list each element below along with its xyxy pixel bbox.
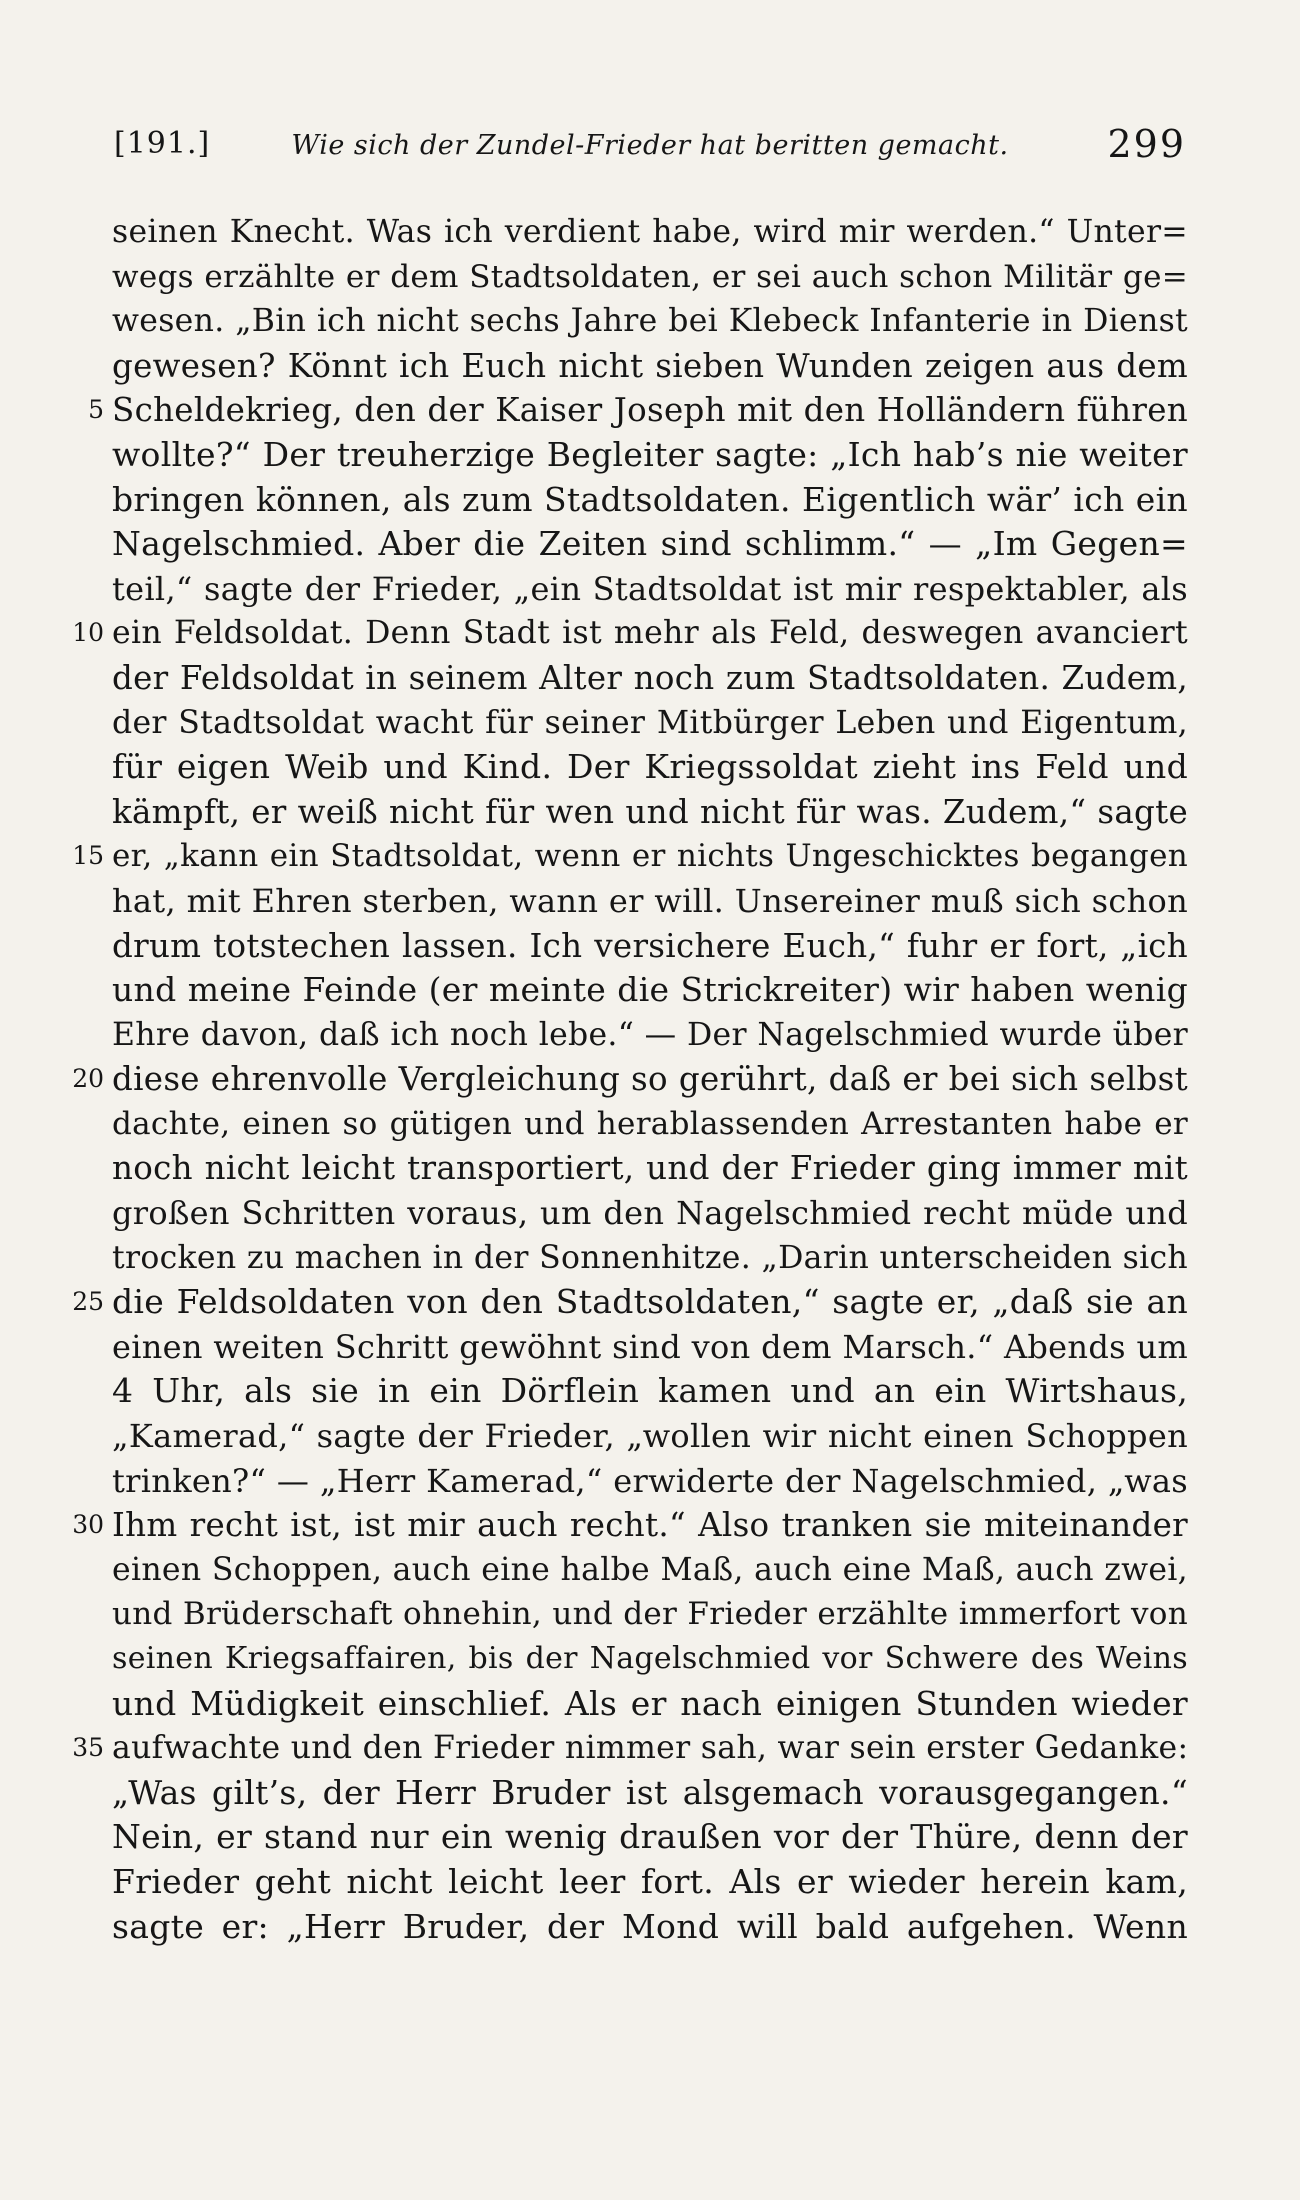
text-line [112,879,1188,924]
line-text: hat, mit Ehren sterben, wann er will. Unsereiner muß sich schon [112,881,1188,920]
text-line [112,1191,1188,1236]
text-line [112,1637,1188,1682]
line-text: er, „kann ein Stadtsoldat, wenn er nichts Ungeschicktes begangen [112,838,1188,875]
line-text: für eigen Weib und Kind. Der Kriegssoldat zieht ins Feld und [112,747,1188,787]
text-line [112,701,1188,746]
line-text: gewesen? Könnt ich Euch nicht sieben Wunden zeigen aus dem [112,346,1188,385]
text-line [112,522,1188,567]
signature-mark: [191.] [114,126,211,161]
line-number: 35 [72,1733,104,1763]
line-text: Frieder geht nicht leicht leer fort. Als er wieder herein kam, [112,1861,1188,1901]
text-line [112,210,1188,255]
line-number: 10 [72,618,104,648]
text-line [88,388,1188,433]
text-line [112,790,1188,835]
line-text: „Was gilt’s, der Herr Bruder ist alsgemach vorausgegangen.“ [112,1772,1188,1812]
line-number: 25 [72,1287,104,1317]
text-line [112,1102,1188,1147]
text-line [72,1503,1188,1548]
line-text: noch nicht leicht transportiert, und der Frieder ging immer mit [112,1149,1188,1188]
text-line [72,1057,1188,1102]
line-text: wollte?“ Der treuherzige Begleiter sagte: „Ich hab’s nie weiter [112,434,1188,474]
line-number: 5 [88,395,104,425]
line-text: diese ehrenvolle Vergleichung so gerührt, daß er bei sich selbst [112,1060,1188,1099]
line-text: einen Schoppen, auch eine halbe Maß, auch eine Maß, auch zwei, [112,1551,1188,1588]
line-text: aufwachte und den Frieder nimmer sah, war sein erster Gedanke: [112,1730,1189,1767]
line-number: 30 [72,1510,104,1540]
line-text: seinen Kriegsaffairen, bis der Nagelschmied vor Schwere des Weins [112,1641,1188,1676]
line-text: wesen. „Bin ich nicht sechs Jahre bei Klebeck Infanterie in Dienst [112,303,1188,340]
line-text: einen weiten Schritt gewöhnt sind von dem Marsch.“ Abends um [112,1327,1188,1366]
line-text: Nein, er stand nur ein wenig draußen vor der Thüre, denn der [112,1817,1188,1857]
text-line [112,1369,1188,1414]
running-header [114,122,1186,176]
text-line [112,1860,1188,1905]
line-text: und meine Feinde (er meinte die Strickreiter) wir haben wenig [112,970,1188,1010]
text-line [112,344,1188,389]
text-line [112,1325,1188,1370]
text-line [112,1013,1188,1058]
running-title: Wie sich der Zundel-Frieder hat beritten gemacht. [291,130,1009,161]
text-line [112,255,1188,300]
page-number: 299 [1107,122,1186,166]
text-line [112,1414,1188,1459]
text-line [72,1280,1188,1325]
line-text: trocken zu machen in der Sonnenhitze. „Darin unterscheiden sich [112,1239,1188,1276]
line-text: sagte er: „Herr Bruder, der Mond will bald aufgehen. Wenn [112,1906,1188,1946]
text-line [112,1905,1188,1950]
text-line [112,1146,1188,1191]
line-text: teil,“ sagte der Frieder, „ein Stadtsoldat ist mir respektabler, als [112,569,1188,608]
line-number: 15 [72,841,104,871]
line-text: wegs erzählte er dem Stadtsoldaten, er sei auch schon Militär ge= [112,258,1188,295]
body-text [72,210,1189,1949]
text-line [112,1459,1188,1504]
line-text: und Brüderschaft ohnehin, und der Frieder erzählte immerfort von [112,1596,1188,1633]
text-line [112,924,1188,969]
text-line [112,433,1188,478]
line-text: trinken?“ — „Herr Kamerad,“ erwiderte der Nagelschmied, „was [112,1461,1188,1500]
text-line [72,1726,1189,1771]
line-text: seinen Knecht. Was ich verdient habe, wird mir werden.“ Unter= [112,214,1188,250]
line-text: der Feldsoldat in seinem Alter noch zum Stadtsoldaten. Zudem, [112,658,1188,697]
text-line [112,478,1188,523]
line-number: 20 [72,1064,104,1094]
text-line [72,834,1188,879]
line-text: Nagelschmied. Aber die Zeiten sind schlimm.“ — „Im Gegen= [112,524,1188,564]
line-text: Scheldekrieg, den der Kaiser Joseph mit den Holländern führen [112,391,1188,430]
line-text: 4 Uhr, als sie in ein Dörflein kamen und an ein Wirtshaus, [112,1371,1188,1411]
text-line [112,656,1188,701]
line-text: kämpft, er weiß nicht für wen und nicht für was. Zudem,“ sagte [112,792,1188,831]
text-line [112,299,1188,344]
line-text: und Müdigkeit einschlief. Als er nach einigen Stunden wieder [112,1683,1188,1723]
line-text: die Feldsoldaten von den Stadtsoldaten,“ sagte er, „daß sie an [112,1282,1188,1322]
text-line [112,1236,1188,1281]
text-line [112,1682,1188,1727]
line-text: Ihm recht ist, ist mir auch recht.“ Also tranken sie miteinander [112,1506,1188,1545]
line-text: großen Schritten voraus, um den Nagelschmied recht müde und [112,1194,1188,1233]
line-text: dachte, einen so gütigen und herablassenden Arrestanten habe er [112,1105,1188,1142]
line-text: drum totstechen lassen. Ich versichere Euch,“ fuhr er fort, „ich [112,926,1188,965]
line-text: Ehre davon, daß ich noch lebe.“ — Der Nagelschmied wurde über [112,1016,1188,1053]
text-line [112,1592,1188,1637]
text-line [72,611,1188,656]
text-line [112,1548,1188,1593]
text-line [112,968,1188,1013]
line-text: „Kamerad,“ sagte der Frieder, „wollen wir nicht einen Schoppen [112,1417,1188,1456]
text-line [112,1815,1188,1860]
text-line [112,1771,1188,1816]
line-text: bringen können, als zum Stadtsoldaten. Eigentlich wär’ ich ein [112,479,1188,519]
line-text: der Stadtsoldat wacht für seiner Mitbürger Leben und Eigentum, [112,704,1188,741]
text-line [112,745,1188,790]
line-text: ein Feldsoldat. Denn Stadt ist mehr als Feld, deswegen avanciert [112,615,1188,652]
text-line [112,567,1188,612]
